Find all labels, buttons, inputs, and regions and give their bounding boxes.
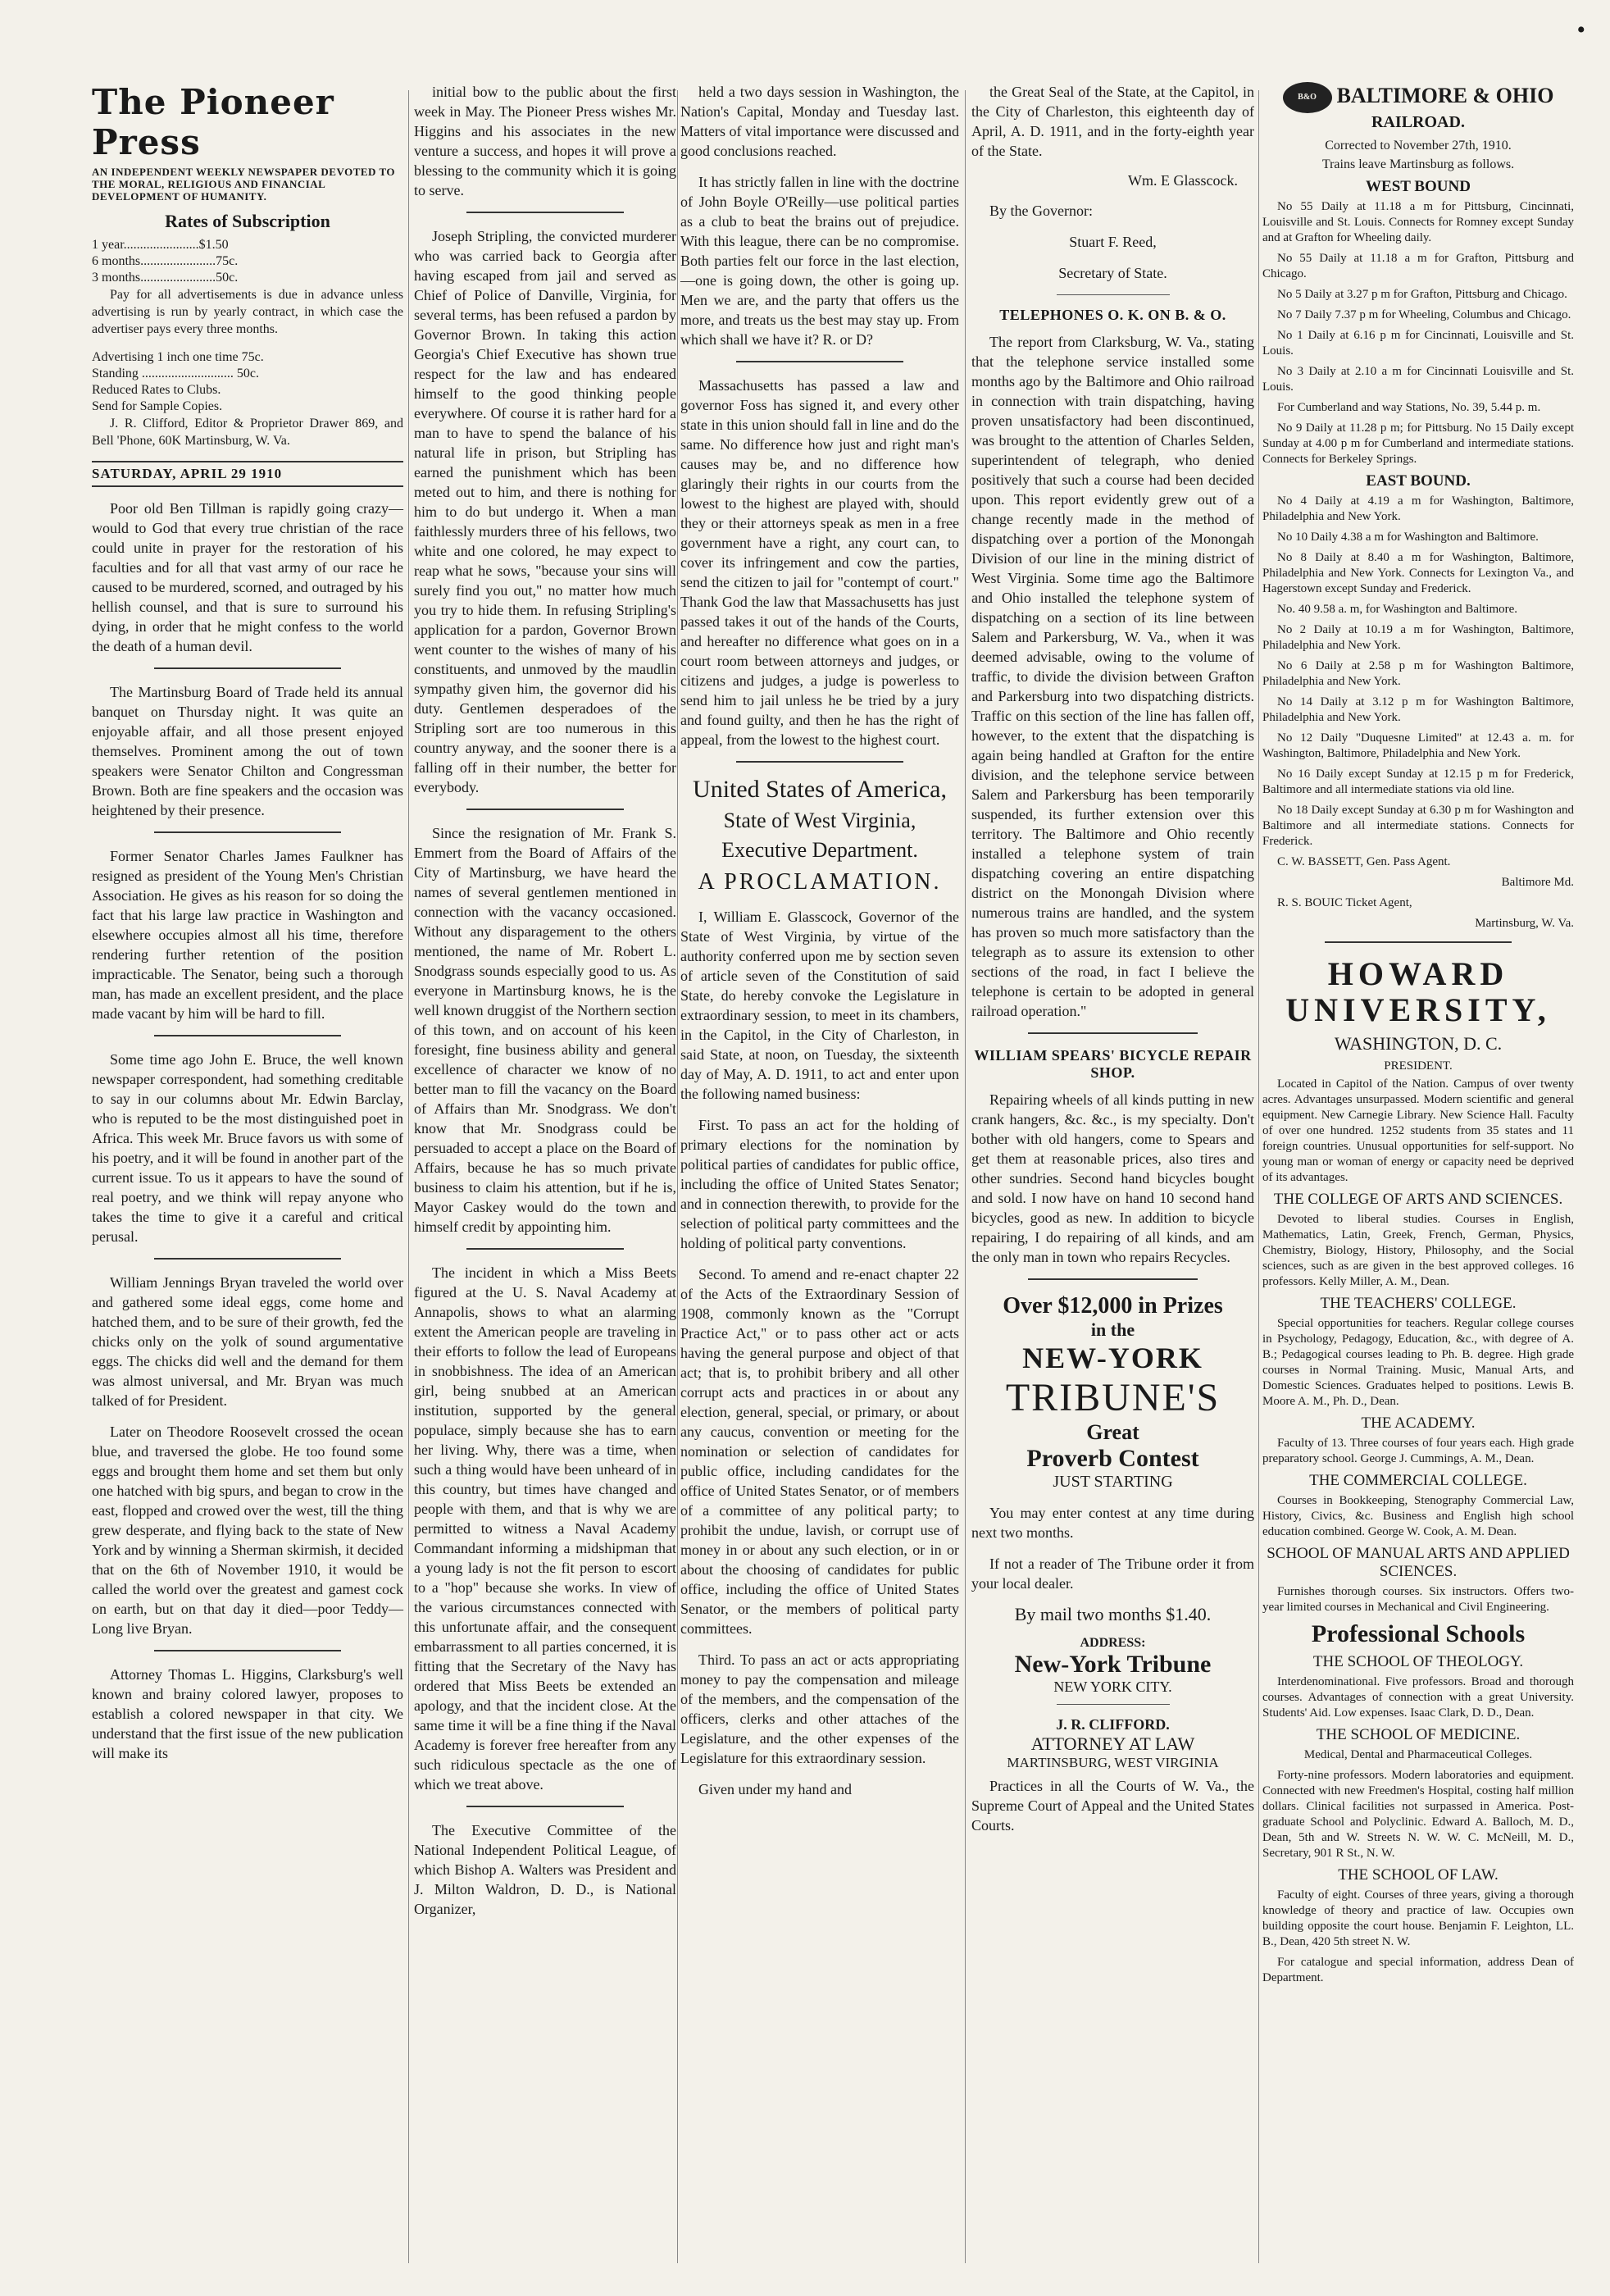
article-tillman: Poor old Ben Tillman is rapidly going crazy—would to God that every true christian of the race could unite in prayer for the restoration of his faculties and for all that vast army of our race he caused to be murdered, scorned, and outraged by his hellish counsel, and that is sure to surround his dying, in order that he might confess to the world the death of a human devil. — [92, 500, 403, 654]
article-bryan: William Jennings Bryan traveled the world over and gathered some ideal eggs, come home and hatched them, and to be sure of their growth, fed the chicks only on the yolk of sound argumentative eggs. The chicks did well and the demand for them was almost universal, and Mr. Bryan was much talked of for President. — [92, 1274, 403, 1409]
railroad-corrected: Corrected to November 27th, 1910. — [1325, 139, 1512, 153]
tribune-start: JUST STARTING — [1053, 1473, 1173, 1491]
bassett-line: C. W. BASSETT, Gen. Pass Agent. — [1277, 855, 1451, 868]
manual-text: Furnishes thorough courses. Six instructors. Offers two-year limited courses in Mechanical and Civil Engineering. — [1262, 1585, 1574, 1614]
clifford-city: MARTINSBURG, WEST VIRGINIA — [1007, 1755, 1219, 1770]
ad-rate-line: Reduced Rates to Clubs. — [92, 383, 221, 397]
train-entry: No 9 Daily at 11.28 p m; for Pittsburg. No 15 Daily except Sunday at 4.00 p m for Cumberland and intermediate stations. Connects for Berkeley Springs. — [1262, 421, 1574, 466]
tribune-name: TRIBUNE'S — [1005, 1376, 1221, 1419]
clifford-name: J. R. CLIFFORD. — [1056, 1716, 1170, 1733]
secretary-title: Secretary of State. — [1058, 265, 1167, 281]
article-oreilly: It has strictly fallen in line with the doctrine of John Boyle O'Reilly—use political parties as a club to beat the brains out of prejudice. With this league, there can be no compromise. Both parties felt our force in the last election,—one is going down, the other is going up. Men we are, and the party that offers us the more, and treats us the best may stay up. From which shall we have it? R. or D? — [680, 174, 959, 348]
teachers-text: Special opportunities for teachers. Regular college courses in Psychology, Pedagogy, Education, &c., with degree of A. B.; Pedagogical courses leading to Ph. B. degree. High grade courses in Normal Training. Music, Manual Arts, and Domestic Sciences. Graduates helped to positions. Lewis B. Moore A. M., Ph. D., Dean. — [1262, 1317, 1574, 1408]
ad-rate-line: Standing ............................ 50c. — [92, 367, 259, 380]
howard-university-title: HOWARD UNIVERSITY, — [1285, 955, 1551, 1028]
train-entry: No 4 Daily at 4.19 a m for Washington, Baltimore, Philadelphia and New York. — [1262, 494, 1574, 523]
tribune-ny: NEW-YORK — [1022, 1342, 1203, 1374]
column-5 — [1262, 82, 1574, 1991]
commercial-text: Courses in Bookkeeping, Stenography Commercial Law, History, Civics, &c. Business and English high school education combined. George W. Cook, A. M. Dean. — [1262, 1494, 1574, 1538]
howard-city: WASHINGTON, D. C. — [1334, 1033, 1503, 1054]
article-massachusetts: Massachusetts has passed a law and governor Foss has signed it, and every other state in this union should fall in line and do the same. No difference how just and right man's causes may be, and no difference how glaringly their rights in our courts from the lowest to the highest are played with, should they or their attorneys speak as men in a free government have a right, any court can, to cover its infringement and cow the parties, send the citizen to jail for "contempt of court." Thank God the law that Massachusetts has just passed takes it out of the hands of the Courts, and hereafter no difference what goes on in a court room between attorneys and judges, or citizens and judges, a judge is powerless to send him to jail unless he be tried by a jury and found guilty, and then he has the right of appeal, from the lowest to the highest court. — [680, 377, 959, 748]
proclamation-body: I, William E. Glasscock, Governor of the State of West Virginia, by virtue of the authority conferred upon me by section seven of article seven of the Constitution of said State, do hereby convoke the Legislature in extraordinary session, to meet in its chambers, in the Capitol, in the City of Charleston, in said State, at noon, on Tuesday, the sixteenth day of May, A. D. 1911, to act and enter upon the following named business: — [680, 909, 959, 1102]
railroad-title — [1262, 82, 1574, 113]
column-3 — [680, 82, 959, 1811]
clifford-practice: Practices in all the Courts of W. Va., the Supreme Court of Appeal and the United States Courts. — [971, 1778, 1254, 1834]
train-entry: No 16 Daily except Sunday at 12.15 p m for Frederick, Baltimore and all intermediate stations via old line. — [1262, 768, 1574, 796]
commercial-heading: THE COMMERCIAL COLLEGE. — [1309, 1472, 1527, 1489]
masthead-title: The Pioneer Press — [92, 82, 334, 162]
manual-heading: SCHOOL OF MANUAL ARTS AND APPLIED SCIENCES. — [1267, 1545, 1570, 1580]
train-entry: No 6 Daily at 2.58 p m for Washington Baltimore, Philadelphia and New York. — [1262, 659, 1574, 688]
secretary-name: Stuart F. Reed, — [1069, 234, 1157, 250]
divider — [466, 212, 624, 213]
howard-intro: Located in Capitol of the Nation. Campus of over twenty acres. Advantages unsurpassed. Modern scientific and general equipment. New Carnegie Library. New Science Hall. Faculty of over one hundred. 1252 students from 35 states and 11 foreign countries. Unusual opportunities for self-support. No young man or woman of energy or capacity need be deprived of its advantages. — [1262, 1077, 1574, 1184]
divider — [1057, 294, 1170, 295]
westbound-heading: WEST BOUND — [1366, 178, 1471, 195]
article-higgins: Attorney Thomas L. Higgins, Clarksburg's well known and brainy colored lawyer, proposes to establish a colored newspaper in that city. We understand that the first issue of the new publication will make its — [92, 1666, 403, 1761]
ad-rate-line: Advertising 1 inch one time 75c. — [92, 350, 264, 364]
railroad-subtitle: RAILROAD. — [1371, 113, 1465, 131]
train-entry: No 55 Daily at 11.18 a m for Grafton, Pittsburg and Chicago. — [1262, 252, 1574, 280]
tribune-mail: By mail two months $1.40. — [1014, 1604, 1212, 1624]
catalogue-note: For catalogue and special information, address Dean of Department. — [1262, 1956, 1574, 1984]
divider — [154, 1258, 341, 1260]
arts-text: Devoted to liberal studies. Courses in English, Mathematics, Latin, Greek, French, German, Physics, Chemistry, Biology, History, Philosophy, and the Social sciences, such as are given in the best approved colleges. 16 professors. Kelly Miller, A. M., Dean. — [1262, 1213, 1574, 1288]
law-text: Faculty of eight. Courses of three years, giving a thorough knowledge of theory and practice of law. Occupies own building opposite the court house. Benjamin F. Leighton, LL. B., Dean, 420 5th street N. W. — [1262, 1888, 1574, 1948]
editor-line: J. R. Clifford, Editor & Proprietor Drawer 869, and Bell 'Phone, 60K Martinsburg, W. Va. — [92, 417, 403, 448]
railroad-logo: B&O — [1283, 82, 1332, 113]
tribune-enter: You may enter contest at any time during next two months. — [971, 1505, 1254, 1541]
article-stripling: Joseph Stripling, the convicted murderer who was carried back to Georgia after having escaped from jail and served as Chief of Police of Danville, Virginia, for several terms, has been refused a pardon by Governor Brown. In taking this action Georgia's Chief Executive has shown true respect for the law and has endeared himself to the good thinking people everywhere. Of course it is rather hard for a man to have to spend the balance of his natural life in prison, but Stripling has earned the punishment which has been meted out to him, and there is nothing for him to do but undergo it. When a man faithlessly murders three of his fellows, two white and one colored, he may expect to reap what he sows, "because your sins will surely find you out," no matter how much you try to hide them. In refusing Stripling's application for a pardon, Governor Brown went counter to the wishes of many of his constituents, and unmoved by the maudlin sympathy given him, the governor did his duty. Gentlemen desperadoes of the Stripling sort are too numerous in this country anyway, and the sooner there is a falling off in their number, the better for everybody. — [414, 228, 676, 795]
rates-title: Rates of Subscription — [165, 211, 330, 231]
train-entry: No 10 Daily 4.38 a m for Washington and Baltimore. — [1277, 531, 1539, 544]
clifford-title: ATTORNEY AT LAW — [1030, 1733, 1195, 1754]
divider — [154, 831, 341, 833]
column-rule — [965, 90, 966, 2263]
column-1 — [92, 82, 403, 1774]
column-4 — [971, 82, 1254, 1847]
bouic-city: Martinsburg, W. Va. — [1475, 917, 1574, 930]
divider — [1057, 1704, 1170, 1705]
proclamation-third: Third. To pass an act or acts appropriating money to pay the compensation and mileage of the members, and the compensation of the officers, clerks and other attaches of the Legislature, and the other expenses of the Legislature for this extraordinary session. — [680, 1651, 959, 1766]
proclamation-state: State of West Virginia, — [723, 809, 916, 832]
divider — [1325, 941, 1512, 943]
tribune-great: Great — [1086, 1420, 1139, 1444]
article-telephones: The report from Clarksburg, W. Va., stating that the telephone service installed some months ago by the Baltimore and Ohio railroad in connection with train dispatching, having proven unsatisfactory had been discontinued, was brought to the attention of Charles Selden, superintendent of telegraph, who denied positively that such a course had been decided upon. This report evidently grew out of a change recently made in the method of dispatching over a portion of the Monongah Division of our line in the mining district of West Virginia. Some time ago the Baltimore and Ohio installed the telephone system of dispatching on a section of its line between Salem and Parkersburg, W. Va., when it was deemed advisable, owing to the volume of traffic, to divide the division between Grafton and Parkersburg into two dispatching districts. Traffic on this section of the line has fallen off, however, to the extent that the dispatching is again being handled at Grafton for the entire division, and the telephone service between Salem and Parkersburg has been temporarily suspended, its further extension over this territory. The Baltimore and Ohio recently installed a telephone system of train dispatching covering an entire dispatching district on the Monongah Division where numerous trains are handled, and the system has proven so much more satisfactory than the telegraph as to assure its extension to other sections of the road, in fact I believe the telephone is certain to be adopted in general railroad operation." — [971, 334, 1254, 1019]
train-entry: No 14 Daily at 3.12 p m for Washington Baltimore, Philadelphia and New York. — [1262, 695, 1574, 724]
column-2 — [414, 82, 676, 1930]
tribune-address-label: ADDRESS: — [1080, 1636, 1146, 1650]
medicine-heading: THE SCHOOL OF MEDICINE. — [1316, 1726, 1521, 1743]
page-corner-mark: • — [1576, 16, 1585, 43]
divider — [154, 1650, 341, 1651]
tribune-contest: Proverb Contest — [1026, 1445, 1199, 1472]
proclamation-given: Given under my hand and — [698, 1781, 852, 1797]
dateline: SATURDAY, APRIL 29 1910 — [92, 461, 403, 487]
academy-text: Faculty of 13. Three courses of four years each. High grade preparatory school. George J. Cummings, A. M., Dean. — [1262, 1437, 1574, 1465]
divider — [736, 761, 903, 763]
theology-heading: THE SCHOOL OF THEOLOGY. — [1312, 1653, 1524, 1670]
proclamation-first: First. To pass an act for the holding of primary elections for the nomination by political parties of candidates for public office, including the office of United States Senator; and in connection therewith, to provide for the selection of political party committees and the holding of political party conventions. — [680, 1117, 959, 1251]
train-entry: No 3 Daily at 2.10 a m for Cincinnati Louisville and St. Louis. — [1262, 365, 1574, 394]
train-entry: For Cumberland and way Stations, No. 39, 5.44 p. m. — [1277, 401, 1541, 414]
article-bruce: Some time ago John E. Bruce, the well known newspaper correspondent, had something creditable to say in our columns about Mr. Edwin Barclay, who is reputed to be the most distinguished poet in Africa. This week Mr. Bruce favors us with some of his poetry, and it will be found in another part of the current issue. To us it appears to have the sound of real poetry, and we think will repay anyone who takes the time to give it a careful and critical perusal. — [92, 1051, 403, 1245]
by-governor: By the Governor: — [989, 203, 1093, 219]
train-entry: No 18 Daily except Sunday at 6.30 p m for Washington and Baltimore and all intermediate stations. Connects for Frederick. — [1262, 804, 1574, 848]
rates-list — [92, 237, 403, 286]
bouic-line: R. S. BOUIC Ticket Agent, — [1277, 896, 1412, 909]
proclamation-title: A PROCLAMATION. — [698, 869, 942, 895]
ad-rate-line: Send for Sample Copies. — [92, 399, 223, 413]
rate-line: 3 months.......................50c. — [92, 271, 239, 285]
article-beets: The incident in which a Miss Beets figured at the U. S. Naval Academy at Annapolis, shows to what an alarming extent the American people are traveling in their efforts to follow the lead of Europeans in snobbishness. The idea of an American girl, being snubbed at an American institution, supported by the general populace, simply because she has to earn her living. Why, there was a time, when such a thing would have been unheard of in this country, but times have changed and people with them, and that is why we are permitted to witness a Naval Academy Commandant informing a midshipman that a young lady is not the fit person to escort to a "hop" because she works. In view of the various circumstances connected with this unfortunate affair, and the consequent embarrassment to all parties concerned, it is fitting that the Secretary of the Navy has ordered that Miss Beets be extended an apology, and that the incident close. At the same time it will be a fine thing if the Naval Academy is forever free hereafter from any such ridiculous spectacle as the one of which we treat above. — [414, 1264, 676, 1793]
train-entry: No 12 Daily "Duquesne Limited" at 12.43 a. m. for Washington, Baltimore, Philadelphia and New York. — [1262, 731, 1574, 760]
ad-spears: Repairing wheels of all kinds putting in new crank hangers, &c. &c., is my specialty. Don't bother with old hangers, come to Spears and get them at reasonable prices, also tires and other sundries. Second hand bicycles bought and sold. I now have on hand 10 second hand bicycles, good as new. In addition to bicycle repairing, I do repairing of all kinds, and am the only man in town who repairs Recycles. — [971, 1091, 1254, 1265]
article-board-of-trade: The Martinsburg Board of Trade held its annual banquet on Thursday night. It was quite an enjoyable affair, and all those present enjoyed themselves. Prominent among the out of town speakers were Senator Chilton and Congressman Brown. Both are fine speakers and the occasion was heightened by their presence. — [92, 684, 403, 818]
tribune-address-city: NEW YORK CITY. — [1053, 1679, 1172, 1695]
article-higgins-continued: initial bow to the public about the first week in May. The Pioneer Press wishes Mr. Higgins and his associates in the new venture a success, and hopes it will prove a blessing to the community which it is going to serve. — [414, 84, 676, 198]
column-rule — [677, 90, 678, 2263]
article-emmert: Since the resignation of Mr. Frank S. Emmert from the Board of Affairs of the City of Martinsburg, we have heard the names of several gentlemen mentioned in connection with the vacancy occasioned. Without any disparagement to the others mentioned, the name of Mr. Robert L. Snodgrass sounds especially good to us. As everyone in Martinsburg knows, he is the well known druggist of the Northern section of this town, and on account of his keen foresight, fine business ability and general excellence of character we know of no better man to fill the vacancy on the Board of Affairs than Mr. Snodgrass. We don't know that Mr. Snodgrass could be persuaded to accept a place on the Board of Affairs, because he has so much private business to claim his attention, but if he is, Mayor Caskey would do the town and himself credit by appointing him. — [414, 825, 676, 1235]
medicine-subheading: Medical, Dental and Pharmaceutical Colleges. — [1303, 1748, 1533, 1761]
academy-heading: THE ACADEMY. — [1361, 1414, 1476, 1432]
column-rule — [1258, 90, 1259, 2263]
proclamation-second: Second. To amend and re-enact chapter 22 of the Acts of the Extraordinary Session of 1908, commonly known as the "Corrupt Practice Act," or to pass other act or acts having the general purpose and object of that act; that is, to prohibit bribery and all other corrupt acts and practices in or about any election, general, special, or primary, or about any caucus, convention or meeting for the nomination or selection of candidates for public office, including candidates for the office of United States Senator, or of members of a committee of any political party; to prohibit the undue, lavish, or corrupt use of money in or about any such election, or in or about the choosing of candidates for public office, including the office of United States Senator, or the members of political party committees. — [680, 1266, 959, 1637]
proclamation-signature: Wm. E Glasscock. — [1128, 172, 1238, 189]
article-niplc: The Executive Committee of the National Independent Political League, of which Bishop A. Walters was President and J. Milton Waldron, D. D., is National Organizer, — [414, 1822, 676, 1917]
tribune-in: in the — [1090, 1319, 1135, 1340]
proclamation-seal: the Great Seal of the State, at the Capitol, in the City of Charleston, this eighteenth day of April, A. D. 1911, and in the forty-eighth year of the State. — [971, 84, 1254, 159]
masthead-tagline: AN INDEPENDENT WEEKLY NEWSPAPER DEVOTED TO THE MORAL, RELIGIOUS AND FINANCIAL DEVELOPMENT OF HUMANITY. — [92, 166, 396, 203]
theology-text: Interdenominational. Five professors. Broad and thorough courses. Advantages of connection with a great University. Students' Aid. Low expenses. Isaac Clark, D. D., Dean. — [1262, 1675, 1574, 1720]
divider — [1028, 1278, 1198, 1280]
divider — [736, 361, 903, 362]
article-faulkner: Former Senator Charles James Faulkner has resigned as president of the Young Men's Christian Association. He gives as his reason for so doing the fact that his large law practice in Washington and elsewhere occupies almost all his time, therefore rendering further retention of the position impracticable. The Senator, being such a thorough man, has made an excellent president, and the place made vacant by him will be hard to fill. — [92, 848, 403, 1022]
railroad-name: BALTIMORE & OHIO — [1336, 83, 1554, 107]
railroad-leave: Trains leave Martinsburg as follows. — [1321, 157, 1515, 171]
divider — [466, 809, 624, 810]
train-entry: No. 40 9.58 a. m, for Washington and Baltimore. — [1277, 603, 1518, 616]
westbound-list — [1262, 199, 1574, 467]
spears-headline: WILLIAM SPEARS' BICYCLE REPAIR SHOP. — [974, 1047, 1252, 1081]
proclamation-heading: United States of America, — [693, 776, 947, 803]
tribune-address-name: New-York Tribune — [1014, 1651, 1212, 1678]
bassett-city: Baltimore Md. — [1501, 876, 1574, 889]
howard-president: PRESIDENT. — [1384, 1059, 1453, 1073]
train-entry: No 8 Daily at 8.40 a m for Washington, Baltimore, Philadelphia and New York. Connects for Lexington Va., and Hagerstown except Sunday and Frederick. — [1262, 551, 1574, 595]
arts-heading: THE COLLEGE OF ARTS AND SCIENCES. — [1273, 1191, 1563, 1208]
rate-line: 6 months.......................75c. — [92, 254, 239, 268]
article-niplc-continued: held a two days session in Washington, the Nation's Capital, Monday and Tuesday last. Matters of vital importance were discussed and good conclusions reached. — [680, 84, 959, 159]
tribune-reader: If not a reader of The Tribune order it from your local dealer. — [971, 1556, 1254, 1592]
proclamation-department: Executive Department. — [721, 838, 918, 862]
eastbound-heading: EAST BOUND. — [1366, 472, 1471, 490]
divider — [1028, 1032, 1198, 1034]
law-heading: THE SCHOOL OF LAW. — [1338, 1866, 1499, 1884]
rate-line: 1 year.......................$1.50 — [92, 238, 229, 252]
train-entry: No 55 Daily at 11.18 a m for Pittsburg, Cincinnati, Louisville and St. Louis. Connects for Romney except Sunday and at Grafton for Wheeling daily. — [1262, 200, 1574, 244]
train-entry: No 2 Daily at 10.19 a m for Washington, Baltimore, Philadelphia and New York. — [1262, 623, 1574, 652]
teachers-heading: THE TEACHERS' COLLEGE. — [1320, 1295, 1517, 1312]
ad-rates — [92, 349, 403, 415]
rates-note: Pay for all advertisements is due in advance unless advertising is run by yearly contract, in which case the advertiser pays every three months. — [92, 288, 403, 336]
train-entry: No 5 Daily at 3.27 p m for Grafton, Pittsburg and Chicago. — [1277, 288, 1567, 301]
divider — [466, 1248, 624, 1250]
train-entry: No 1 Daily at 6.16 p m for Cincinnati, Louisville and St. Louis. — [1262, 329, 1574, 358]
divider — [466, 1806, 624, 1807]
telephones-headline: TELEPHONES O. K. ON B. & O. — [999, 307, 1226, 323]
divider — [154, 667, 341, 669]
divider — [154, 1035, 341, 1036]
column-rule — [408, 90, 409, 2263]
eastbound-list — [1262, 494, 1574, 850]
medicine-text: Forty-nine professors. Modern laboratories and equipment. Connected with new Freedmen's Hospital, costing half million dollars. Clinical facilities not surpassed in America. Post-graduate School and Polyclinic. Edward A. Balloch, M. D., Dean, 5th and W. Streets N. W. W. C. McNeill, M. D., Secretary, 901 R St., N. W. — [1262, 1769, 1574, 1860]
train-entry: No 7 Daily 7.37 p m for Wheeling, Columbus and Chicago. — [1277, 308, 1571, 321]
tribune-prize: Over $12,000 in Prizes — [1003, 1293, 1223, 1319]
professional-schools-heading: Professional Schools — [1311, 1620, 1526, 1647]
article-roosevelt: Later on Theodore Roosevelt crossed the ocean blue, and traversed the globe. He too found some eggs and brought them home and set them but only one hatched with big spurs, and began to crow in the east, flopped and crowed over the west, till the thing grew desperate, and flying back to the state of New York and by winning a Sherman skirmish, it decided that on the 6th of November 1910, it would be called the world over the greatest and gamest cock on earth, but on that day it died—poor Teddy—Long live Bryan. — [92, 1424, 403, 1637]
